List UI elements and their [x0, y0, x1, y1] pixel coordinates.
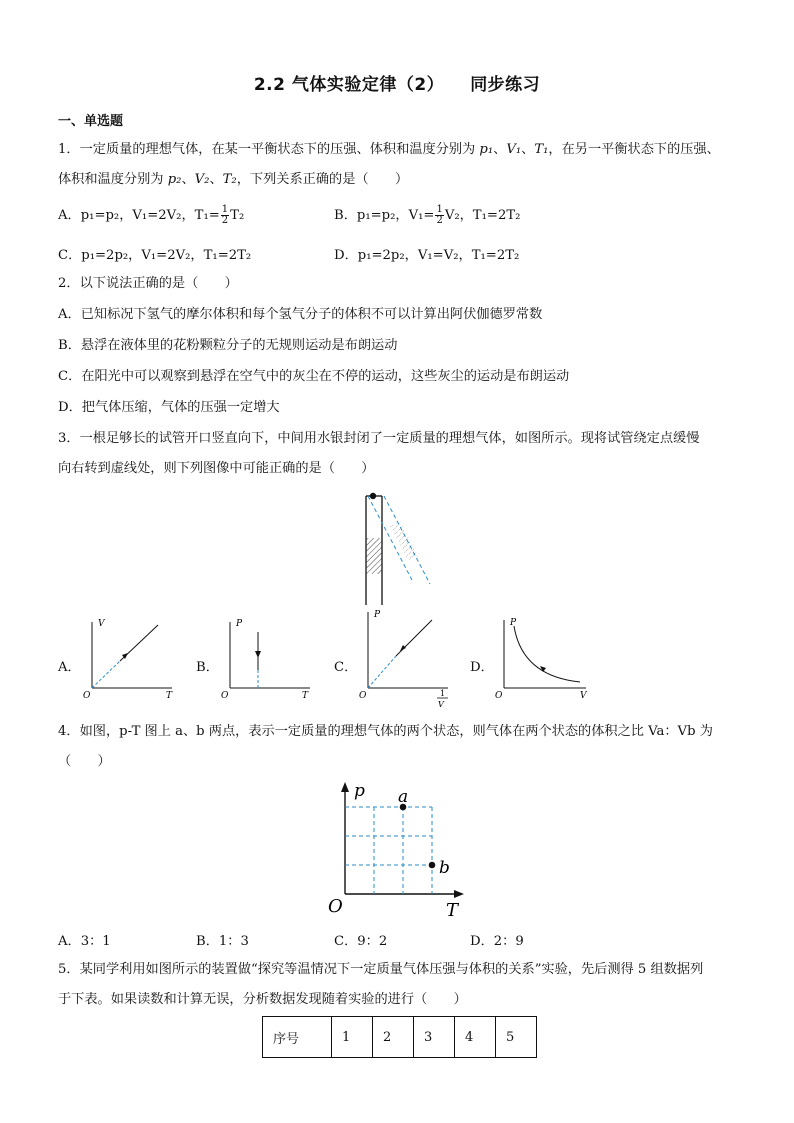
q4-option-c[interactable]: C．9：2 [334, 934, 388, 949]
q1-p1: p₁ [479, 142, 494, 157]
axis-label-t: T [446, 900, 459, 920]
frac-den: 2 [436, 215, 443, 226]
q4-line2: （ ） [58, 754, 111, 769]
graph-a-v-t [80, 614, 180, 700]
q1-text-d: ，下列关系正确的是（ ） [236, 172, 409, 187]
graph-d-p-v [492, 614, 592, 700]
extension-line [368, 656, 396, 688]
q2-option-a[interactable]: A．已知标况下氢气的摩尔体积和每个氢气分子的体积不可以计算出阿伏伽德罗常数 [58, 307, 543, 322]
q4-option-b[interactable]: B．1：3 [196, 934, 249, 949]
page-title [0, 70, 794, 95]
frac-den: 2 [221, 215, 229, 226]
table-cell: 4 [455, 1017, 496, 1058]
axis-label-x: T [166, 691, 173, 700]
q2-option-b[interactable]: B．悬浮在液体里的花粉颗粒分子的无规则运动是布朗运动 [58, 338, 398, 353]
q1-a-post: T₂ [230, 208, 245, 223]
frac-num: 1 [436, 204, 443, 215]
process-line [396, 620, 432, 656]
q1-a-pre: A．p₁=p₂，V₁=2V₂，T₁= [58, 208, 220, 223]
q1-text-a: 1．一定质量的理想气体，在某一平衡状态下的压强、体积和温度分别为 [58, 142, 480, 157]
q3-option-a[interactable]: A． [58, 660, 81, 675]
q2-option-d[interactable]: D．把气体压缩，气体的压强一定增大 [58, 400, 280, 415]
q2-stem: 2．以下说法正确的是（ ） [58, 276, 238, 291]
mercury-column [367, 538, 382, 574]
q1-option-c[interactable]: C．p₁=2p₂，V₁=2V₂，T₁=2T₂ [58, 248, 252, 263]
q4-line1: 4．如图，p-T 图上 a、b 两点，表示一定质量的理想气体的两个状态，则气体在两个状态的体积之比 Va：Vb 为 [58, 724, 713, 739]
q1-option-a[interactable] [58, 204, 244, 226]
q1-line1: 1．一定质量的理想气体，在某一平衡状态下的压强、体积和温度分别为 p₁、V₁、T₁，在另一平衡状态下的压强、 [58, 142, 720, 157]
p-t-graph [326, 778, 476, 920]
section-heading: 一、单选题 [58, 114, 124, 129]
table-row [263, 1017, 537, 1058]
axis-label-p: p [354, 781, 365, 801]
q5-line1: 5．某同学利用如图所示的装置做“探究等温情况下一定质量气体压强与体积的关系”实验，先后测得 5 组数据列 [58, 962, 704, 977]
arrow-icon [400, 645, 406, 651]
q1-text-b: ，在另一平衡状态下的压强、 [548, 142, 720, 157]
axis-label-x-num: 1 [440, 689, 446, 698]
graph-b-p-t [218, 614, 318, 700]
q1-p2: p₂ [167, 172, 182, 187]
q1-t1: T₁ [534, 142, 549, 157]
q3-option-c[interactable]: C． [334, 660, 358, 675]
axis-label-y: P [510, 618, 517, 628]
arrow-up-icon [341, 782, 349, 792]
label-b: b [439, 858, 450, 878]
title-main: 2.2 气体实验定律（2） [253, 75, 445, 95]
axis-label-x: T [302, 691, 309, 700]
q1-line2: 体积和温度分别为 p₂、V₂、T₂，下列关系正确的是（ ） [58, 172, 409, 187]
graph-c-p-invv [356, 606, 456, 710]
q1-text-c: 体积和温度分别为 [58, 172, 168, 187]
origin-label: O [359, 691, 367, 701]
q1-b-post: V₂，T₁=2T₂ [444, 208, 521, 223]
table-cell: 3 [414, 1017, 455, 1058]
point-b [429, 862, 436, 869]
q3-option-b[interactable]: B． [196, 660, 219, 675]
q3-option-d[interactable]: D． [470, 660, 494, 675]
axis-label-y: P [374, 610, 381, 620]
arrow-icon [540, 666, 546, 672]
q1-option-b[interactable] [334, 204, 520, 226]
isotherm-curve [514, 626, 580, 682]
grid-lines [345, 807, 432, 894]
axis-label-x: V [580, 691, 587, 700]
rotated-mercury [390, 522, 418, 560]
origin-label: O [495, 691, 503, 700]
data-table [262, 1016, 537, 1058]
axis-label-y: P [236, 619, 243, 629]
q3-line2: 向右转到虚线处，则下列图像中可能正确的是（ ） [58, 461, 375, 476]
q1-option-d[interactable]: D．p₁=2p₂，V₁=V₂，T₁=2T₂ [334, 248, 520, 263]
table-cell: 5 [496, 1017, 537, 1058]
origin-label: O [83, 691, 91, 700]
arrow-icon [255, 651, 261, 658]
arrow-right-icon [454, 890, 464, 898]
fraction-half [221, 205, 229, 226]
origin-label: O [328, 896, 343, 917]
extension-line [92, 661, 120, 688]
axis-label-y: V [98, 619, 105, 629]
table-cell: 1 [332, 1017, 373, 1058]
q1-b-pre: B．p₁=p₂，V₁= [334, 208, 435, 223]
pivot-point [370, 493, 376, 499]
title-sub: 同步练习 [470, 75, 541, 95]
q5-line2: 于下表。如果读数和计算无误，分析数据发现随着实验的进行（ ） [58, 992, 467, 1007]
q4-option-a[interactable]: A．3：1 [58, 934, 111, 949]
q1-v1: V₁ [506, 142, 522, 157]
label-a: a [398, 787, 409, 807]
q1-v2: V₂ [194, 172, 210, 187]
q1-t2: T₂ [222, 172, 237, 187]
frac-num: 1 [221, 204, 229, 215]
origin-label: O [221, 691, 229, 700]
fraction-half [435, 205, 443, 226]
q2-option-c[interactable]: C．在阳光中可以观察到悬浮在空气中的灰尘在不停的运动，这些灰尘的运动是布朗运动 [58, 369, 570, 384]
q3-line1: 3．一根足够长的试管开口竖直向下，中间用水银封闭了一定质量的理想气体，如图所示。现将试管绕定点缓慢 [58, 431, 700, 446]
axis-label-x-den: V [438, 700, 444, 709]
q4-option-d[interactable]: D．2：9 [470, 934, 524, 949]
test-tube-figure [350, 488, 440, 608]
table-cell: 2 [373, 1017, 414, 1058]
table-cell: 序号 [263, 1017, 332, 1058]
